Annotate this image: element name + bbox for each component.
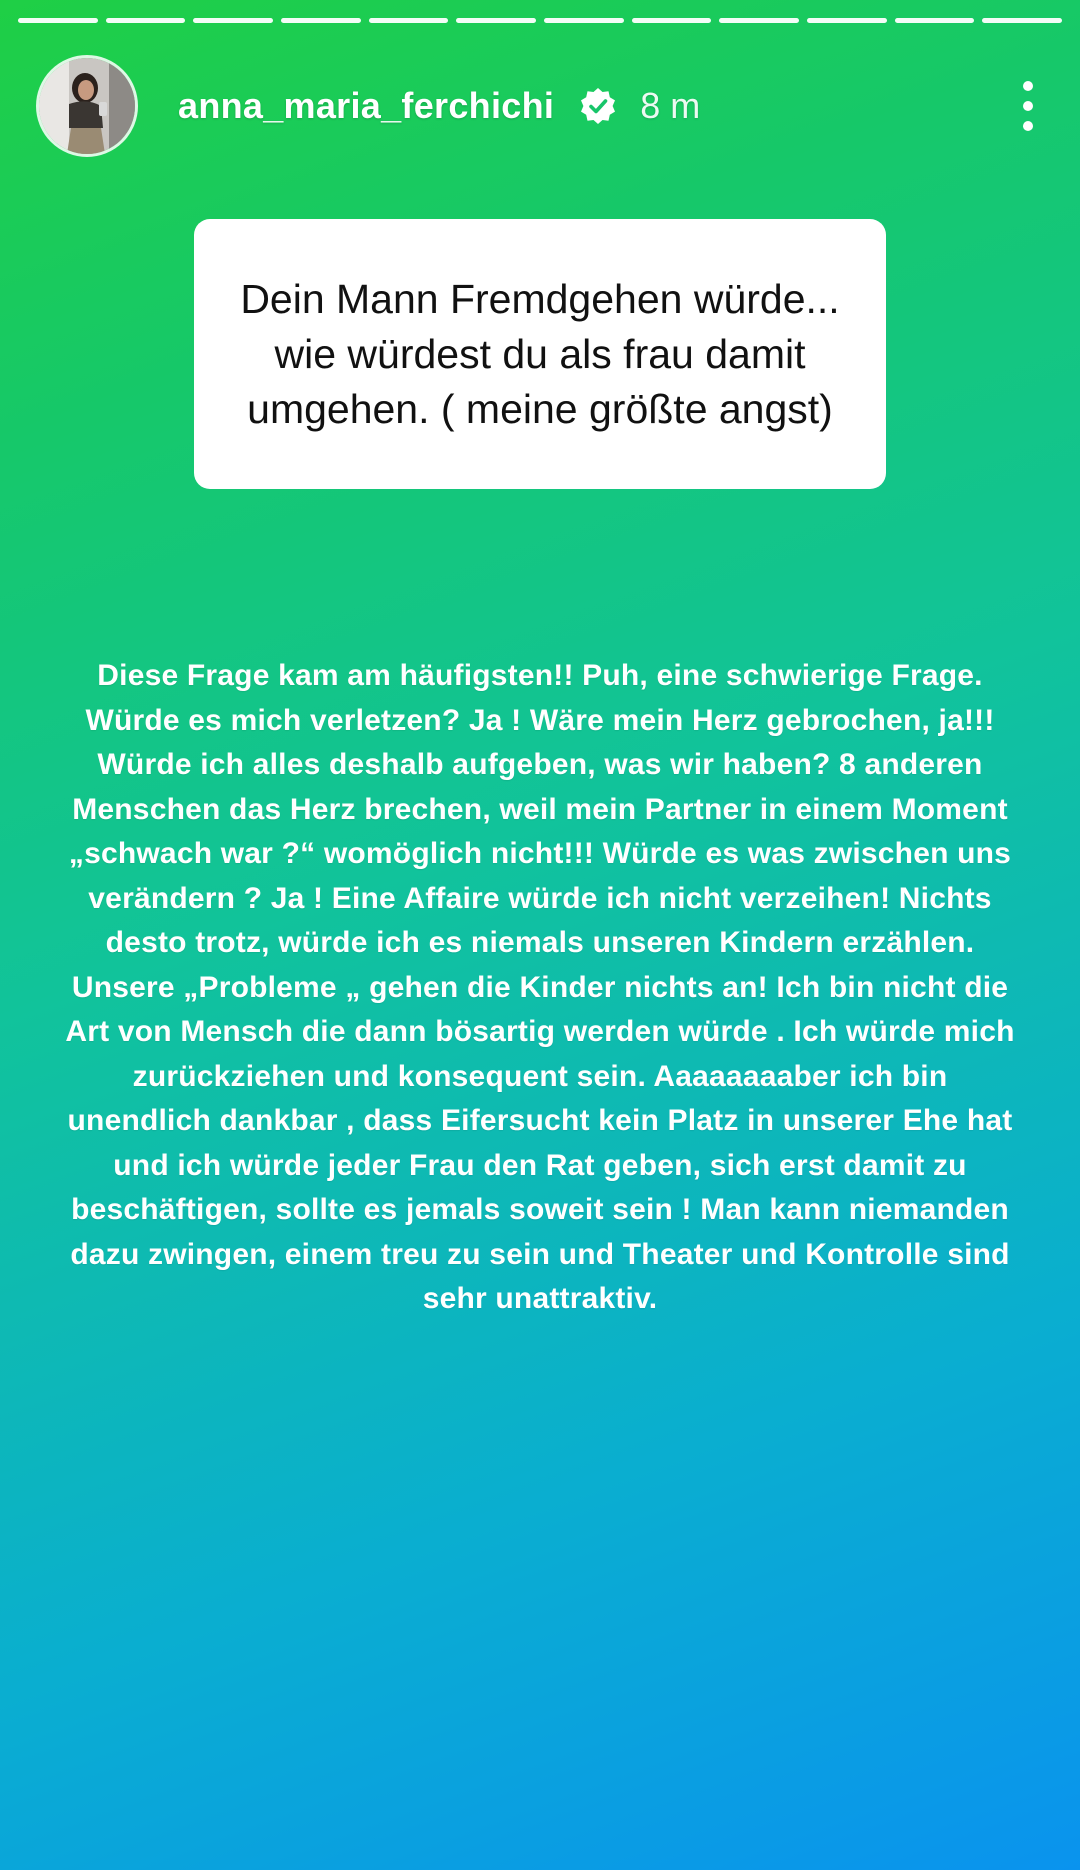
avatar-image <box>39 58 135 154</box>
more-dot <box>1023 121 1033 131</box>
avatar[interactable] <box>36 55 138 157</box>
progress-segment <box>281 18 361 23</box>
progress-segment <box>193 18 273 23</box>
more-options-icon[interactable] <box>1006 71 1050 141</box>
answer-text: Diese Frage kam am häufigsten!! Puh, eine schwierige Frage. Würde es mich verletzen? Ja ! Wäre mein Herz gebrochen, ja!!! Würde ich alles deshalb aufgeben, was wir haben? 8 anderen Menschen das Herz brechen, weil mein Partner in einem Moment „schwach war ?“ womöglich nicht!!! Würde es was zwischen uns verändern ? Ja ! Eine Affaire würde ich nicht verzeihen! Nichts desto trotz, würde ich es niemals unseren Kindern erzählen. Unsere „Probleme „ gehen die Kinder nichts an! Ich bin nicht die Art von Mensch die dann bösartig werden würde . Ich würde mich zurückziehen und konsequent sein. Aaaaaaaaber ich bin unendlich dankbar , dass Eifersucht kein Platz in unserer Ehe hat und ich würde jeder Frau den Rat geben, sich erst damit zu beschäftigen, sollte es jemals soweit sein ! Man kann niemanden dazu zwingen, einem treu zu sein und Theater und Kontrolle sind sehr unattraktiv. <box>65 659 1015 1315</box>
verified-badge-icon <box>578 86 618 126</box>
progress-segment <box>807 18 887 23</box>
story-progress-bar <box>18 18 1062 24</box>
progress-segment <box>982 18 1062 23</box>
progress-segment <box>719 18 799 23</box>
post-time: 8 m <box>640 85 701 126</box>
progress-segment <box>106 18 186 23</box>
question-sticker[interactable] <box>194 219 886 489</box>
question-text: Dein Mann Fremdgehen würde... wie würdest du als frau damit umgehen. ( meine größte angst) <box>240 275 840 432</box>
progress-segment <box>544 18 624 23</box>
username[interactable]: anna_maria_ferchichi <box>178 85 555 126</box>
progress-segment <box>18 18 98 23</box>
more-dot <box>1023 101 1033 111</box>
progress-segment <box>895 18 975 23</box>
story-header <box>36 56 1050 156</box>
more-dot <box>1023 81 1033 91</box>
progress-segment <box>369 18 449 23</box>
progress-segment <box>456 18 536 23</box>
progress-segment <box>632 18 712 23</box>
